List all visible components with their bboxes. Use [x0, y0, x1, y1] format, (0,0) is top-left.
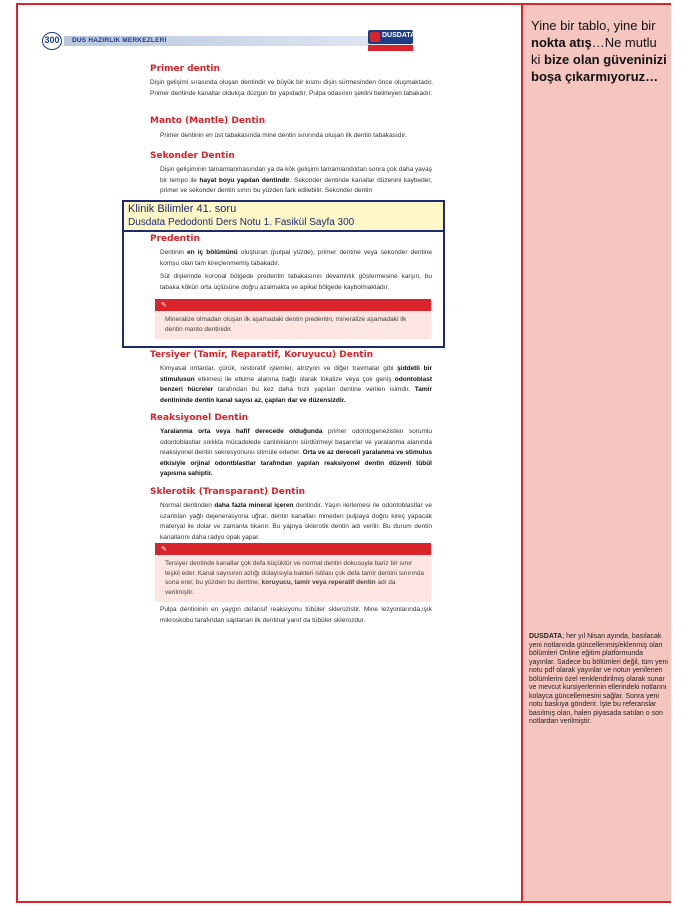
- paragraph-bold: odontoblast benzeri hücreler: [160, 375, 432, 393]
- paragraph-predentin-2: Süt dişlerinde koronal bölgede predentin tabakasının devamlılık göstermesine karşın, bu tabaka kökün orta üçlüsüne doğru azalmakta ve apikal bölgede kaybolmaktadır.: [160, 273, 432, 291]
- reference-label: [122, 200, 445, 232]
- paragraph-text: Kimyasal irritanlar, çürük, restoratif işlemler, atrizyon ve diğer travmalar gibi: [160, 365, 398, 372]
- sidebar-note: [529, 633, 669, 727]
- paragraph-text: etkimesi ile etkime alanına bağlı olarak lokalize veya çok geniş: [194, 375, 395, 383]
- pen-icon: ✎: [161, 546, 167, 553]
- paragraph-tersiyer-dentin: [160, 364, 432, 406]
- paragraph-text: primer odontogenezisten sorumlu odontoblastlar sıklıkla mücadelede canlılıklarını sürdürmeyi başarırlar ve yaralanma alanında reaksiyonel dentin sekresyonunu stimüle ederler.: [160, 428, 432, 456]
- paragraph-bold: şiddetli bir stimulusun: [160, 365, 432, 383]
- sidebar-intro-bold: nokta atış: [531, 35, 592, 50]
- sidebar-intro: [531, 17, 669, 85]
- note-text-bold: koruyucu, tamir veya reperatif dentin: [261, 579, 376, 586]
- paragraph-bold: en iç bölümünü: [187, 249, 238, 256]
- paragraph-manto-dentin: Primer dentinin en üst tabakasında mine dentin sınırında oluşan ilk dentin tabakasıdır.: [160, 132, 407, 139]
- header-band: [64, 36, 414, 46]
- paragraph-sekonder-dentin: [160, 165, 432, 197]
- logo-text: DUSDATA: [382, 32, 416, 39]
- page-number: 300: [42, 32, 62, 50]
- reference-question: Klinik Bilimler 41. soru: [128, 203, 237, 215]
- paragraph-bold: daha fazla mineral içeren: [214, 502, 294, 509]
- sidebar-note-brand: DUSDATA: [529, 633, 563, 640]
- note-header: [155, 543, 431, 555]
- paragraph-text: dentindir. Yaşın ilerlemesi ile odontoblastlar ve uzantıları yağlı dejenerasyona uğrar, dentin kanalları mineden pulpaya doğru kireç yapacak materyal ile dolar ve zamanla tıkanır. Bu yapıya sklerotik dentin adı verilir. Bu durum dentin kanallarını daha radyo opak yapar.: [160, 502, 432, 541]
- logo-stripe: [368, 45, 413, 51]
- heading-predentin: Predentin: [150, 234, 200, 244]
- sidebar-intro-text: Yine bir tablo, yine bir: [531, 18, 656, 33]
- heading-tersiyer-dentin: Tersiyer (Tamir, Reparatif, Koruyucu) Dentin: [150, 350, 374, 360]
- paragraph-bold: Yaralanma orta veya hafif derecede olduğunda: [160, 428, 323, 435]
- note-text-part: Tersiyer dentinde kanallar çok defa küçüktür ve normal dentin dokusuyla bariz bir sınır teşkil eder. Kanal sayısının azlığı dolayısıyla bakteri istilası çok defa tamir dentini sınırında sona erer, bu yüzden bu dentine,: [165, 560, 425, 586]
- paragraph-text: . Sekonder dentinde kanallar düzenini kaybeder, primer ve sekonder dentin sınırı bu yüzden fark edilebilir. Sekonder dentin: [160, 176, 433, 194]
- paragraph-reaksiyonel-dentin: [160, 427, 432, 480]
- dusdata-logo: [368, 30, 416, 52]
- pen-icon: ✎: [161, 302, 167, 309]
- sidebar-intro-bold: bize olan güveninizi boşa çıkarmıyoruz…: [531, 52, 667, 84]
- paragraph-text: Normal dentinden: [160, 502, 215, 509]
- heading-primer-dentin: Primer dentin: [150, 64, 220, 74]
- logo-top: [368, 30, 416, 44]
- paragraph-text: Dentinin: [160, 249, 187, 256]
- note-text: Mineralize olmadan oluşan ilk aşamadaki dentin predentin, mineralize aşamadaki ilk dentin manto dentinidir.: [155, 311, 431, 339]
- heading-reaksiyonel-dentin: Reaksiyonel Dentin: [150, 413, 249, 423]
- paragraph-bold: Orta ve az dereceli yaralanma ve stimulus etkisiyle orjinal odontblastlar tarafından yapılan reaksiyonel dentin düzenli tübül yapısına sahiptir.: [160, 449, 432, 477]
- paragraph-primer-dentin: Dişin gelişimi sırasında oluşan dentindir ve büyük bir kısmı dişin sürmesinden önce oluşmaktadır. Primer dentinde kanallar oldukça düzgün bir yapıdadır. Pulpa odasının şeklini belirleyen tabakadır.: [150, 79, 433, 97]
- note-text-part: adı da verilmiştir.: [165, 579, 396, 596]
- logo-mark-icon: [370, 32, 380, 42]
- heading-sekonder-dentin: Sekonder Dentin: [150, 151, 235, 161]
- paragraph-text: oluşturan (pulpal yüzde), primer dentine veya sekonder dentine komşu olan tam kireçlenmemiş tabakadır.: [160, 249, 432, 267]
- paragraph-final: Pulpa dentininin en yaygın defansif reaksiyonu tübüler sklerozistir. Mine lezyonlarında,ışık mikroskobu tarafından saptanan ilk dentinal yanıt da tübüler sklerozdur.: [160, 606, 432, 624]
- paragraph-text: Dişin gelişiminin tamamlanmasından ya da kök gelişimi tamamlandıktan sonra çok daha yavaş bir tempo ile: [160, 166, 432, 184]
- paragraph-text: tarafından bu kez daha hızlı yapılan dentine verilen isimdir.: [213, 386, 415, 393]
- header-band-text: DUS HAZIRLIK MERKEZLERİ: [72, 37, 167, 44]
- reference-source: Dusdata Pedodonti Ders Notu 1. Fasikül Sayfa 300: [128, 217, 355, 228]
- book-page-header: [42, 32, 414, 50]
- note-box-tersiyer: [155, 543, 431, 602]
- sidebar-note-text: ; her yıl Nisan ayında, basılacak yeni notlarında güncellenmiş/eklenmiş olan bölümleri Online eğitim platformunda yayınlar. Sadece bu bölümleri değil, tüm yeni notu pdf olarak yayınlar ve notun yenilenen bölümlerini özel renklendirilmiş olarak sunar ve mevcut kursiyerlerinin ellerindeki notlarını kolayca güncellemesini sağlar. Sonra yeni notu baskıya gönderir. İşte bu referanslar basılmış olan, halen piyasada satılan o son notlardan verilmiştir.: [529, 633, 668, 725]
- heading-sklerotik-dentin: Sklerotik (Transparant) Dentin: [150, 487, 306, 497]
- commentary-sidebar: [521, 5, 671, 901]
- paragraph-bold: Tamir dentininde dentin kanal sayısı az, çapları dar ve düzensizdir.: [160, 386, 432, 404]
- paragraph-bold: hayat boyu yapılan dentindir: [199, 176, 290, 184]
- heading-manto-dentin: Manto (Mantle) Dentin: [150, 116, 266, 126]
- sidebar-intro-text: …Ne mutlu ki: [531, 35, 657, 67]
- paragraph-sklerotik-dentin: [160, 501, 432, 543]
- note-text: [155, 555, 431, 602]
